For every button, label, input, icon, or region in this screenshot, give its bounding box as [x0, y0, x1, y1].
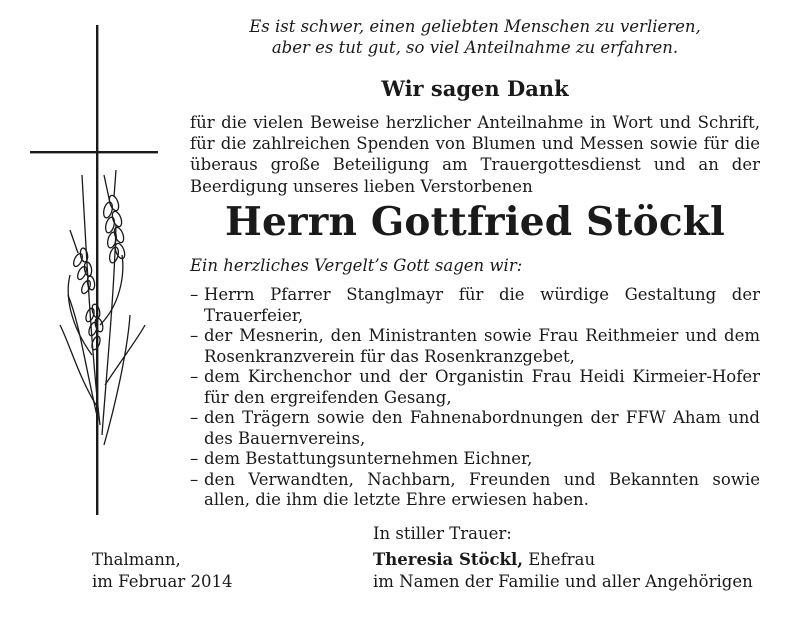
place-date	[92, 549, 233, 592]
signature-line-2: im Namen der Familie und aller Angehörigen	[373, 571, 753, 591]
list-item	[190, 408, 760, 449]
dash: –	[190, 449, 199, 468]
list-item	[190, 326, 760, 367]
dash: –	[190, 469, 199, 489]
list-item-text: dem Bestattungsunternehmen Eichner,	[204, 449, 533, 468]
list-item	[190, 367, 760, 408]
dash: –	[190, 408, 199, 427]
dash: –	[190, 367, 199, 386]
mourning-label: In stiller Trauer:	[373, 524, 512, 543]
list-item-text: den Verwandten, Nachbarn, Freunden und Bekannten sowie allen, die ihm die letzte Ehre erwiesen haben.	[204, 469, 760, 509]
opening-quote	[190, 16, 760, 58]
place: Thalmann,	[92, 550, 181, 569]
wheat-icon	[60, 170, 145, 445]
quote-line-1: Es ist schwer, einen geliebten Menschen zu verlieren,	[249, 17, 701, 36]
list-item-text: der Mesnerin, den Ministranten sowie Frau Reithmeier und dem Rosenkranzverein für das Rosenkranzgebet,	[204, 326, 760, 366]
list-item	[190, 285, 760, 326]
signature-name: Theresia Stöckl,	[373, 550, 523, 569]
thanks-list	[190, 285, 760, 511]
dash: –	[190, 285, 199, 304]
quote-line-2: aber es tut gut, so viel Anteilnahme zu erfahren.	[271, 38, 679, 57]
signature-line-1	[373, 549, 763, 571]
date: im Februar 2014	[92, 571, 233, 591]
dash: –	[190, 326, 199, 345]
heading: Wir sagen Dank	[381, 76, 569, 101]
intro-text: für die vielen Beweise herzlicher Anteilnahme in Wort und Schrift, für die zahlreichen Spenden von Blumen und Messen sowie für die überaus große Beteiligung am Trauergottesdienst und an der Beerdigung unseres lieben Verstorbenen	[190, 113, 760, 196]
signature	[373, 549, 763, 592]
signature-relation: Ehefrau	[523, 550, 596, 569]
list-item-text: dem Kirchenchor und der Organistin Frau Heidi Kirmeier-Hofer für den ergreifenden Gesang,	[204, 367, 760, 407]
list-item-text: Herrn Pfarrer Stanglmayr für die würdige Gestaltung der Trauerfeier,	[204, 285, 760, 325]
deceased-name: Herrn Gottfried Stöckl	[224, 199, 725, 245]
cross-icon	[30, 25, 180, 515]
list-item	[190, 470, 760, 511]
thanks-intro: Ein herzliches Vergelt’s Gott sagen wir:	[190, 256, 523, 275]
list-item	[190, 449, 760, 470]
list-item-text: den Trägern sowie den Fahnenabordnungen der FFW Aham und des Bauernvereins,	[204, 408, 760, 448]
